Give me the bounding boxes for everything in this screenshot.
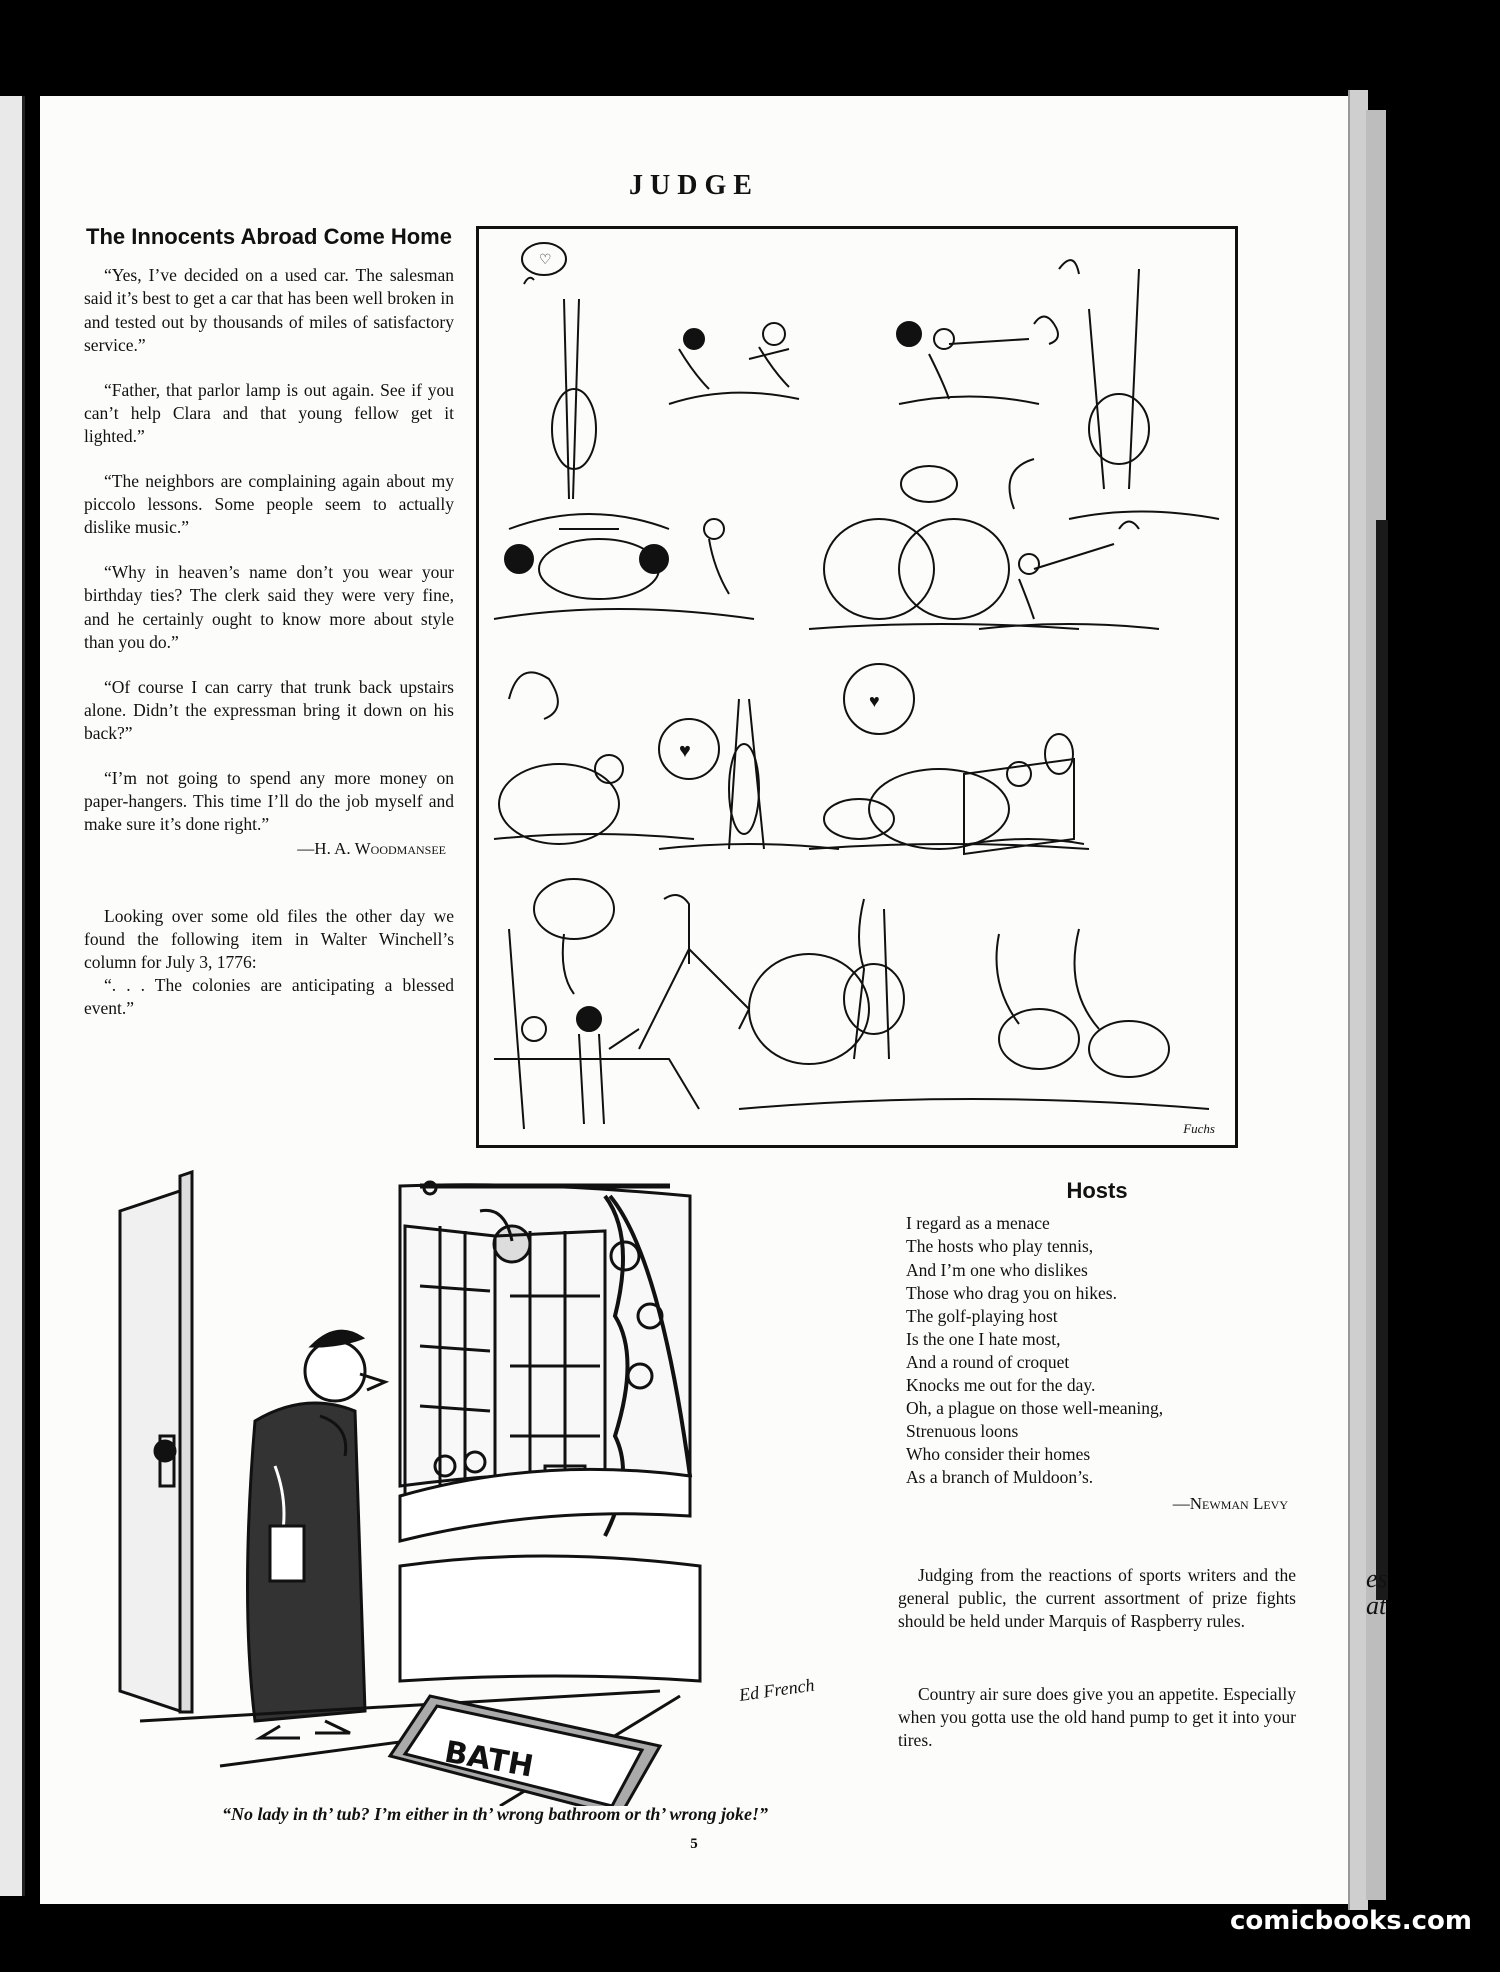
bath-mat bbox=[390, 1696, 660, 1806]
panel-heartbroken-elephant bbox=[809, 664, 1089, 849]
innocents-paragraph: “Why in heaven’s name don’t you wear your birthday ties? The clerk said they were very fine, and he certainly ought to know more about style than you do.” bbox=[84, 562, 454, 652]
innocents-title: The Innocents Abroad Come Home bbox=[86, 224, 452, 249]
poem-line: Those who drag you on hikes. bbox=[906, 1282, 1117, 1303]
adjacent-page-edge bbox=[0, 96, 25, 1896]
innocents-paragraph: “I’m not going to spend any more money on paper-hangers. This time I’ll do the job myself and make sure it’s done right.” bbox=[84, 767, 454, 835]
hosts-title: Hosts bbox=[1066, 1178, 1128, 1203]
panel-trophy-room bbox=[494, 879, 749, 1129]
panel-hunters-hiding bbox=[669, 323, 799, 404]
poem-line: And a round of croquet bbox=[906, 1351, 1070, 1372]
innocents-paragraph: “Of course I can carry that trunk back upstairs alone. Didn’t the expressman bring it down on his back?” bbox=[84, 676, 454, 743]
masthead: JUDGE bbox=[629, 170, 759, 201]
poem-line: Who consider their homes bbox=[906, 1444, 1091, 1465]
panel-trophy-giraffe bbox=[494, 519, 754, 619]
svg-text:♡: ♡ bbox=[539, 253, 552, 268]
poem-line: Strenuous loons bbox=[906, 1421, 1019, 1442]
right-column bbox=[898, 1178, 1296, 1772]
poem-line: Knocks me out for the day. bbox=[906, 1375, 1096, 1396]
innocents-paragraph: “Father, that parlor lamp is out again. See if you can’t help Clara and that young fellow get it lighted.” bbox=[84, 379, 454, 446]
comic-signature: Fuchs bbox=[1183, 1121, 1215, 1136]
cartoon-caption: “No lady in th’ tub? I’m either in th’ wrong bathroom or th’ wrong joke!” bbox=[221, 1804, 769, 1824]
poem-line: Is the one I hate most, bbox=[906, 1328, 1061, 1349]
poem-line: The golf-playing host bbox=[906, 1305, 1058, 1326]
panel-hunter-carted bbox=[964, 734, 1084, 854]
panel-hunter-aims-elephants bbox=[979, 459, 1159, 629]
panel-giraffes-flee bbox=[1059, 260, 1219, 519]
prize-fights-paragraph: Judging from the reactions of sports writers and the general public, the current assortment of prize fights should be held under Marquis of Raspberry rules. bbox=[898, 1564, 1296, 1631]
cartoon-signature: Ed French bbox=[737, 1674, 816, 1705]
hosts-poem bbox=[906, 1212, 1296, 1489]
panel-elephants-in-love bbox=[809, 466, 1079, 629]
poem-line: I regard as a menace bbox=[906, 1213, 1050, 1234]
poem-line: As a branch of Muldoon’s. bbox=[906, 1467, 1094, 1488]
page-stack-edge bbox=[1348, 90, 1368, 1910]
magazine-page bbox=[40, 96, 1348, 1904]
next-page-edge-dark bbox=[1376, 520, 1388, 1600]
panel-giraffes-in-love bbox=[509, 243, 669, 529]
poem-line: The hosts who play tennis, bbox=[906, 1236, 1094, 1257]
bathroom bbox=[400, 1182, 700, 1681]
innocents-column bbox=[84, 224, 454, 1042]
comic-strip-panel bbox=[476, 226, 1238, 1148]
bathroom-cartoon bbox=[100, 1166, 880, 1806]
panel-hunter-shooting bbox=[897, 317, 1058, 405]
bath-mat-text: BATH bbox=[441, 1734, 536, 1785]
page-number: 5 bbox=[690, 1836, 698, 1852]
man-in-robe bbox=[248, 1331, 386, 1738]
poem-line: Oh, a plague on those well-meaning, bbox=[906, 1398, 1164, 1419]
winchell-paragraph: Looking over some old files the other day we found the following item in Walter Winchell’s column for July 3, 1776: bbox=[84, 905, 454, 972]
hosts-byline: —Newman Levy bbox=[1172, 1493, 1288, 1513]
door bbox=[120, 1172, 192, 1712]
svg-text:♥: ♥ bbox=[679, 740, 691, 762]
next-page-edge-text: es at bbox=[1366, 1565, 1388, 1620]
panel-procession bbox=[739, 899, 1209, 1109]
panel-broken-heart-giraffe bbox=[659, 699, 839, 849]
country-air-paragraph: Country air sure does give you an appetite. Especially when you gotta use the old hand pump to get it into your tires. bbox=[898, 1683, 1296, 1750]
comic-strip-illustration bbox=[479, 229, 1235, 1145]
innocents-paragraph: “Yes, I’ve decided on a used car. The salesman said it’s best to get a car that has been well broken in and tested out by thousands of miles of satisfactory service.” bbox=[84, 265, 454, 355]
innocents-byline: —H. A. Woodmansee bbox=[297, 839, 446, 859]
winchell-quote: “. . . The colonies are anticipating a blessed event.” bbox=[84, 974, 454, 1019]
panel-exploded-elephants bbox=[494, 672, 694, 844]
innocents-paragraph: “The neighbors are complaining again about my piccolo lessons. Some people seem to actually dislike music.” bbox=[84, 471, 454, 538]
watermark: comicbooks.com bbox=[1229, 1906, 1472, 1936]
svg-text:♥: ♥ bbox=[869, 691, 880, 711]
poem-line: And I’m one who dislikes bbox=[906, 1259, 1088, 1280]
